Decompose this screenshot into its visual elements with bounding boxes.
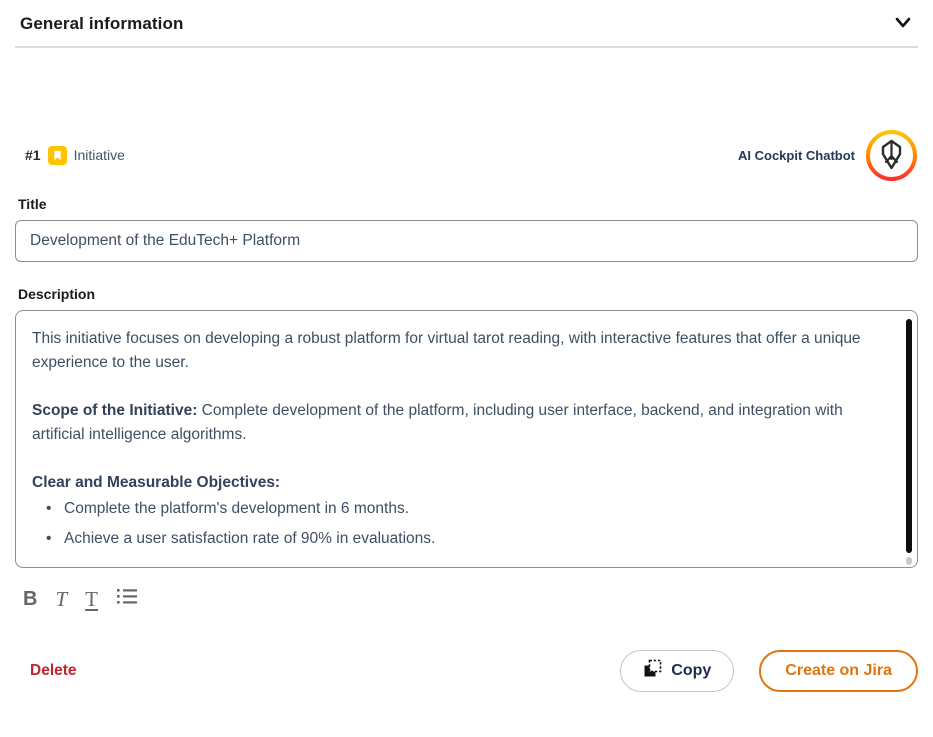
- create-on-jira-button[interactable]: Create on Jira: [759, 650, 918, 692]
- formatting-toolbar: [15, 584, 918, 614]
- initiative-bookmark-icon: [48, 146, 67, 165]
- chatbot-label: AI Cockpit Chatbot: [738, 147, 855, 163]
- footer-actions: [15, 650, 918, 692]
- collapse-section-button[interactable]: [893, 15, 913, 34]
- description-editor[interactable]: [15, 310, 918, 568]
- copy-icon: [643, 659, 662, 683]
- description-scrollbar-track: [906, 557, 912, 565]
- delete-button[interactable]: Delete: [15, 662, 77, 680]
- description-label: Description: [18, 286, 96, 302]
- copy-button-label: Copy: [671, 662, 712, 679]
- issue-number: #1: [25, 147, 41, 163]
- list-item: • Complete the platform's development in 6 months.: [46, 497, 891, 521]
- ai-chatbot-logo-icon: [865, 170, 918, 185]
- section-header: [15, 0, 918, 34]
- issue-meta-row: [15, 128, 918, 182]
- issue-type-label: Initiative: [73, 147, 125, 163]
- objectives-heading: Clear and Measurable Objectives:: [32, 474, 281, 492]
- list-item: • Achieve a user satisfaction rate of 90% in evaluations.: [46, 527, 891, 551]
- chevron-down-icon: [895, 17, 911, 32]
- italic-button[interactable]: T: [55, 586, 68, 611]
- scope-heading: Scope of the Initiative:: [32, 402, 198, 420]
- title-label: Title: [18, 196, 47, 212]
- description-paragraph: This initiative focuses on developing a robust platform for virtual tarot reading, with interactive features that offer a unique experience to the user.: [32, 330, 861, 372]
- bullet-list-icon: [116, 587, 138, 611]
- header-divider: [15, 46, 918, 48]
- title-input[interactable]: [15, 220, 918, 262]
- section-title: General information: [20, 14, 184, 33]
- scope-text: Complete development of the platform, including user interface, backend, and integration with artificial intelligence algorithms.: [32, 402, 843, 444]
- description-scrollbar[interactable]: [906, 319, 912, 553]
- bold-button[interactable]: B: [23, 587, 38, 610]
- bullet-list-button[interactable]: [114, 587, 140, 611]
- chatbot-area: [738, 129, 918, 182]
- footer-right-actions: [620, 650, 918, 692]
- copy-button[interactable]: [620, 650, 734, 692]
- description-scope-paragraph: [32, 399, 891, 447]
- ai-chatbot-button[interactable]: [865, 129, 918, 182]
- objectives-list: [46, 497, 891, 551]
- issue-identity: [15, 146, 125, 165]
- underline-button[interactable]: T: [85, 586, 98, 611]
